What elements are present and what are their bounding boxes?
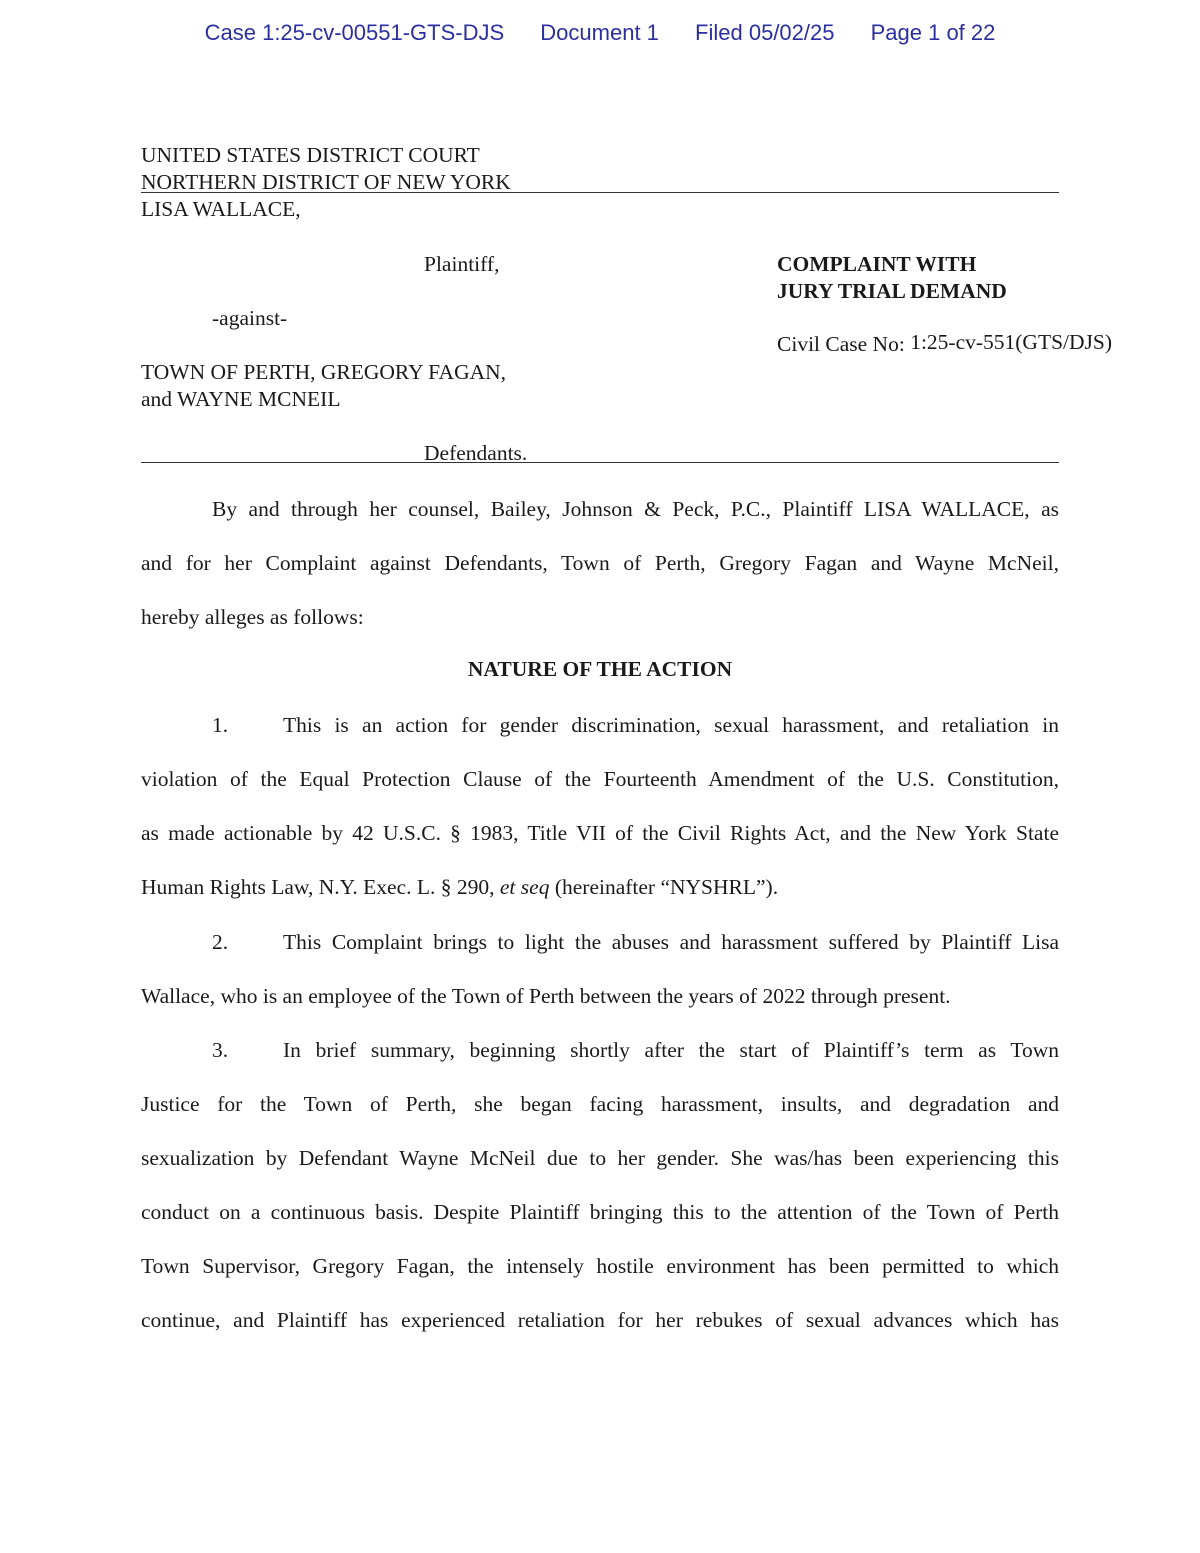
ecf-case-number: Case 1:25-cv-00551-GTS-DJS	[204, 20, 505, 45]
intro-line: hereby alleges as follows:	[141, 605, 364, 629]
intro-line: By and through her counsel, Bailey, Johnson & Peck, P.C., Plaintiff LISA WALLACE, as	[212, 497, 1059, 521]
intro-paragraph	[141, 482, 1059, 644]
case-number-value: 1:25-cv-551(GTS/DJS)	[910, 330, 1113, 354]
intro-line: and for her Complaint against Defendants, Town of Perth, Gregory Fagan and Wayne McNeil,	[141, 551, 1059, 575]
paragraph-number: 3.	[212, 1038, 229, 1062]
paragraph-line: Wallace, who is an employee of the Town of Perth between the years of 2022 through present.	[141, 984, 951, 1008]
paragraph-number: 2.	[212, 930, 229, 954]
defendants-line1: TOWN OF PERTH, GREGORY FAGAN,	[141, 360, 507, 384]
against-label: -against-	[212, 306, 288, 330]
italic-et-seq: et seq	[499, 875, 550, 899]
paragraph-line: 3. In brief summary, beginning shortly after the start of Plaintiff’s term as Town	[141, 1023, 1059, 1077]
paragraph-line: 1. This is an action for gender discrimination, sexual harassment, and retaliation in	[141, 698, 1059, 752]
paragraph-number: 1.	[212, 713, 229, 737]
caption-top-rule	[141, 192, 1059, 193]
numbered-paragraph-3	[141, 1023, 1059, 1347]
ecf-header	[0, 20, 1200, 46]
caption-bottom-rule	[141, 462, 1059, 463]
numbered-paragraph-1	[141, 698, 1059, 914]
paragraph-line: conduct on a continuous basis. Despite Plaintiff bringing this to the attention of the Town of Perth	[141, 1200, 1059, 1224]
court-name-line1: UNITED STATES DISTRICT COURT	[141, 143, 480, 167]
paragraph-line: 2. This Complaint brings to light the abuses and harassment suffered by Plaintiff Lisa	[141, 915, 1059, 969]
document-title-line2: JURY TRIAL DEMAND	[777, 279, 1007, 303]
civil-case-number	[777, 331, 1112, 358]
paragraph-line: Justice for the Town of Perth, she began facing harassment, insults, and degradation and	[141, 1092, 1059, 1116]
case-number-label: Civil Case No:	[777, 332, 905, 356]
court-name-line2: NORTHERN DISTRICT OF NEW YORK	[141, 170, 511, 194]
ecf-document-number: Document 1	[540, 20, 659, 45]
paragraph-line: as made actionable by 42 U.S.C. § 1983, Title VII of the Civil Rights Act, and the New York State	[141, 821, 1059, 845]
paragraph-line: Human Rights Law, N.Y. Exec. L. § 290, et seq (hereinafter “NYSHRL”).	[141, 875, 779, 899]
document-title-line1: COMPLAINT WITH	[777, 252, 977, 276]
plaintiff-label: Plaintiff,	[424, 252, 500, 276]
ecf-page-count: Page 1 of 22	[870, 20, 996, 45]
paragraph-line: continue, and Plaintiff has experienced retaliation for her rebukes of sexual advances which has	[141, 1308, 1059, 1332]
ecf-filed-date: Filed 05/02/25	[695, 20, 835, 45]
paragraph-line: violation of the Equal Protection Clause of the Fourteenth Amendment of the U.S. Constitution,	[141, 767, 1059, 791]
defendants-label: Defendants.	[424, 441, 528, 465]
plaintiff-name: LISA WALLACE,	[141, 197, 301, 221]
defendants-line2: and WAYNE MCNEIL	[141, 387, 341, 411]
paragraph-line: sexualization by Defendant Wayne McNeil due to her gender. She was/has been experiencing this	[141, 1146, 1059, 1170]
paragraph-line: Town Supervisor, Gregory Fagan, the intensely hostile environment has been permitted to which	[141, 1254, 1059, 1278]
numbered-paragraph-2	[141, 915, 1059, 1023]
section-heading: NATURE OF THE ACTION	[467, 657, 733, 681]
